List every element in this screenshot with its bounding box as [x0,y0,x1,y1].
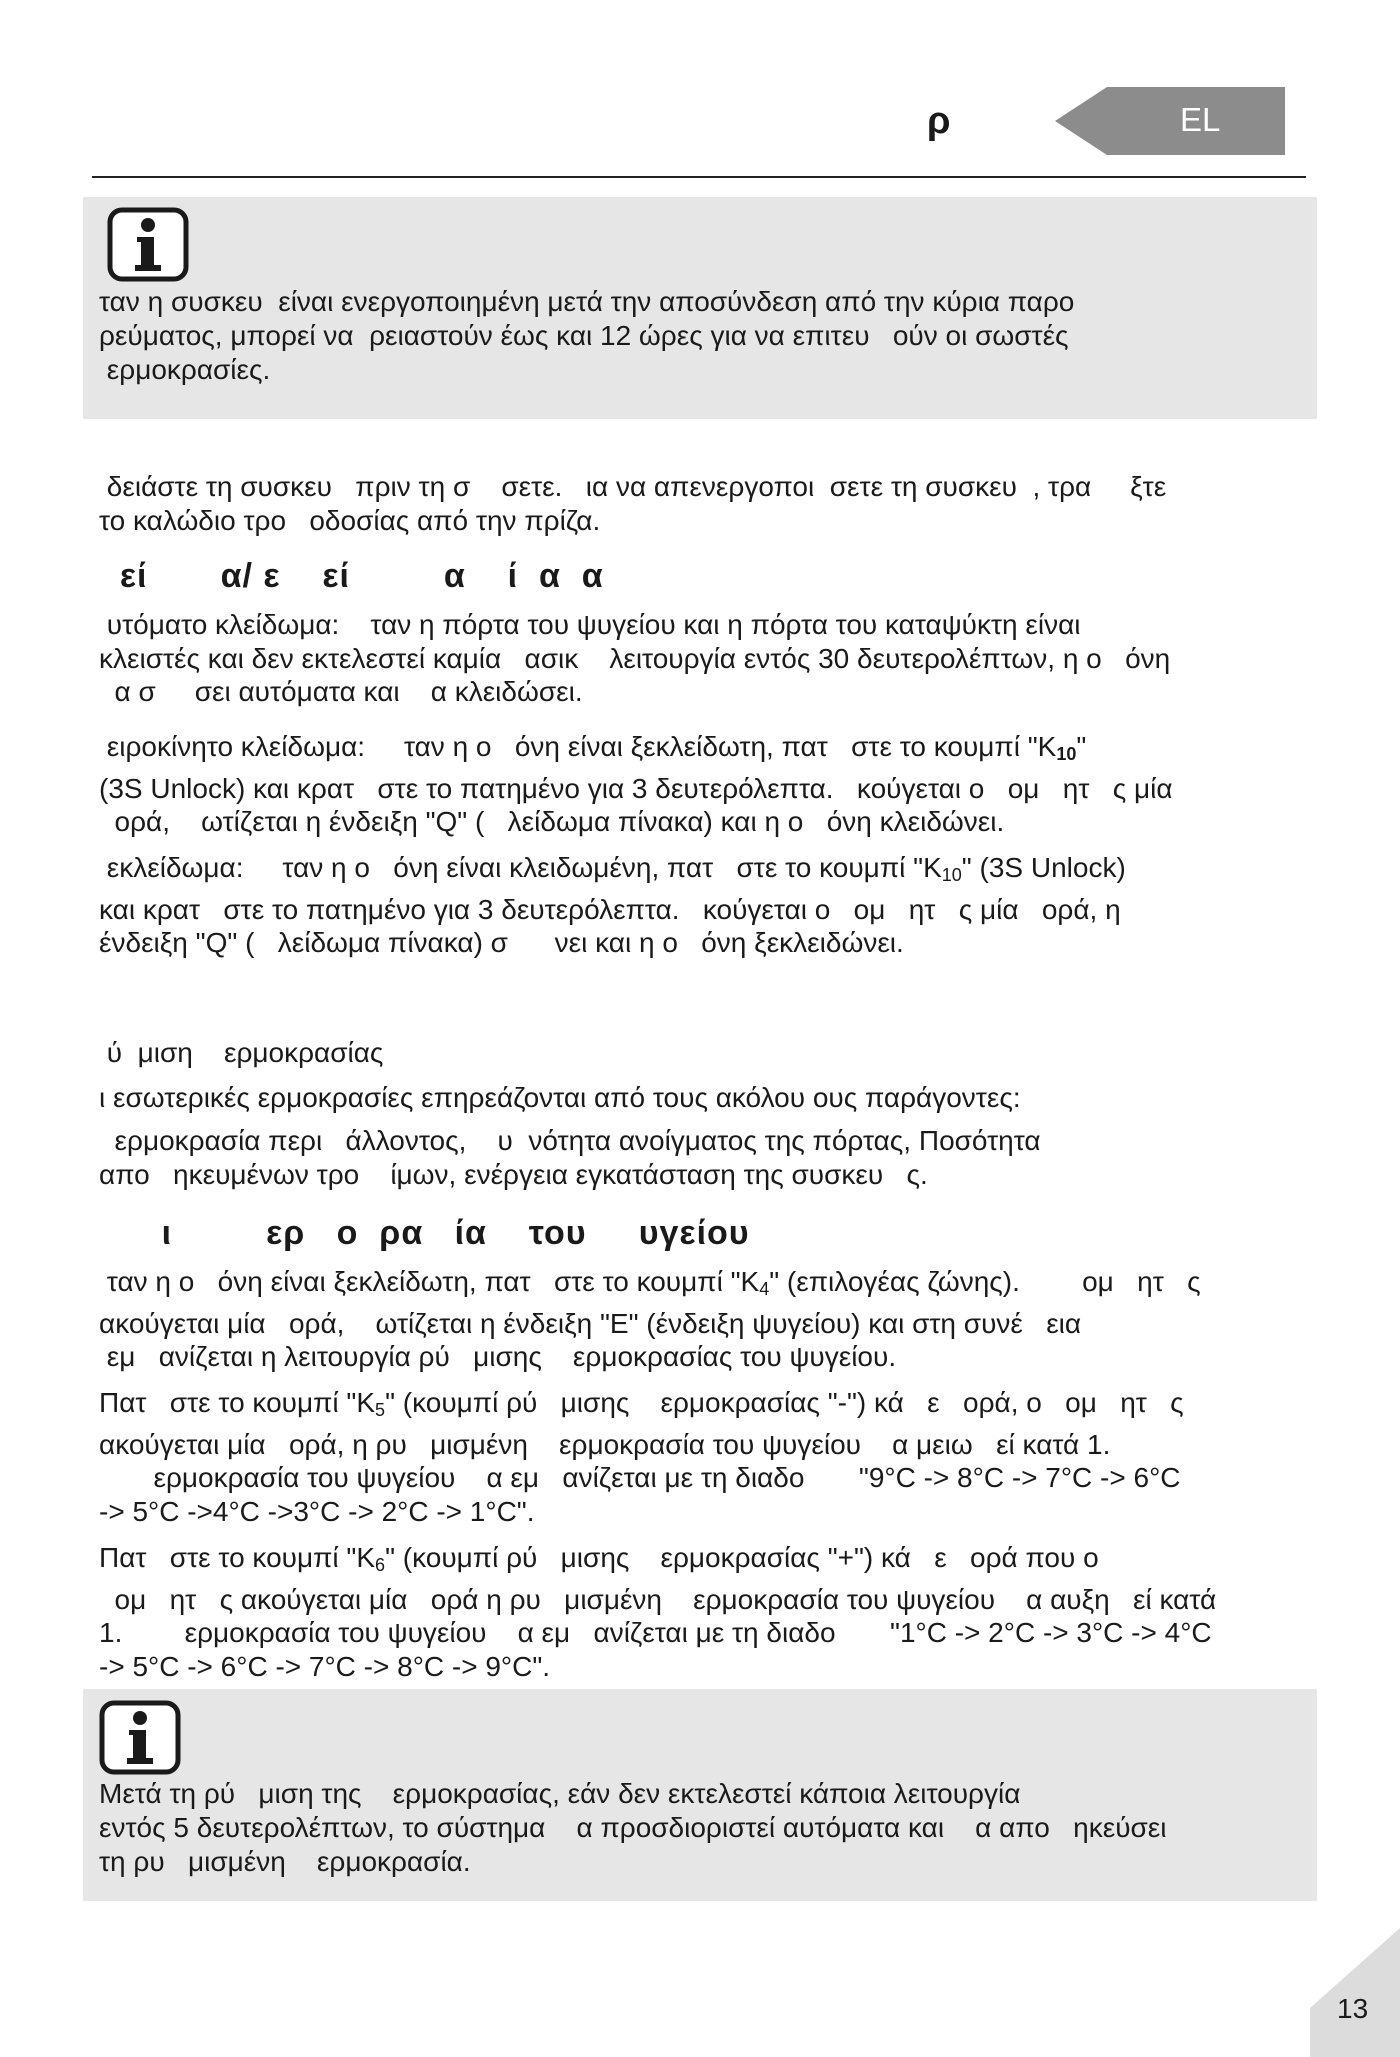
text-line: α σ σει αυτόματα και α κλειδώσει. [99,676,583,707]
text-line: κλειστές και δεν εκτελεστεί καμία ασικ λειτουργία εντός 30 δευτερολέπτων, η ο όνη [99,642,1171,674]
text-run: " (επιλογέας ζώνης). ομ ητ ς [769,1266,1201,1297]
text-run: " (κουμπί ρύ μισης ερμοκρασίας "-") κά ε ορά, ο ομ ητ ς [385,1387,1184,1418]
fridge-paragraph-3 [99,1541,1299,1683]
text-line [99,851,1299,893]
key-subscript: 10 [941,865,962,885]
factors-intro: ι εσωτερικές ερμοκρασίες επηρεάζονται από τους ακόλου ους παράγοντες: [99,1082,1021,1113]
key-subscript: 6 [375,1555,386,1575]
note-line: Μετά τη ρύ μιση της ερμοκρασίας, εάν δεν εκτελεστεί κάποια λειτουργία [99,1778,1021,1809]
text-line: ένδειξη "Q" ( λείδωμα πίνακα) σ νει και η ο όνη ξεκλειδώνει. [99,927,904,958]
fridge-paragraph-1 [99,1265,1299,1374]
manual-lock-paragraph [99,730,1299,839]
text-line: ακούγεται μία ορά, η ρυ μισμένη ερμοκρασία του ψυγείου α μειω εί κατά 1. [99,1428,1111,1460]
info-note-top-text [99,285,1299,387]
key-subscript: 5 [375,1400,386,1420]
text-line: ερμοκρασία του ψυγείου α εμ ανίζεται με τη διαδο "9°C -> 8°C -> 7°C -> 6°C [99,1462,1181,1493]
note-line: εντός 5 δευτερολέπτων, το σύστημα α προσδιοριστεί αυτόματα και α απο ηκεύσει [99,1812,1167,1843]
note-line: ερμοκρασίες. [99,354,271,385]
text-line: και κρατ στε το πατημένο για 3 δευτερόλεπτα. κούγεται ο ομ ητ ς μία ορά, η [99,893,1121,925]
language-tab-shape [1055,87,1285,155]
text-line: δειάστε τη συσκευ πριν τη σ σετε. ια να απενεργοποι σετε τη συσκευ , τρα ξτε [99,471,1167,502]
text-run: " (κουμπί ρύ μισης ερμοκρασίας "+") κά ε ορά που ο [385,1542,1099,1573]
auto-lock-paragraph [99,608,1299,709]
text-line: ορά, ωτίζεται η ένδειξη "Q" ( λείδωμα πίνακα) και η ο όνη κλειδώνει. [99,806,1005,837]
info-note-top [83,197,1317,419]
text-line: απο ηκευμένων τρο ίμων, ενέργεια εγκατάσταση της συσκευ ς. [99,1158,928,1190]
key-subscript: 10 [1056,744,1077,764]
text-line: -> 5°C ->4°C ->3°C -> 2°C -> 1°C". [99,1495,535,1527]
temperature-subheading: ύ μιση ερμοκρασίας [99,1037,384,1068]
key-subscript: 4 [759,1279,770,1299]
info-note-bottom [83,1689,1317,1901]
text-run: " [1076,731,1087,762]
note-line: ρεύματος, μπορεί να ρειαστούν έως και 12 ώρες για να επιτευ ούν οι σωστές [99,320,1069,351]
unlock-paragraph [99,851,1299,960]
text-line [99,1386,1299,1428]
text-line: εμ ανίζεται η λειτουργία ρύ μισης ερμοκρασίας του ψυγείου. [99,1341,897,1372]
text-line: ερμοκρασία περι άλλοντος, υ νότητα ανοίγματος της πόρτας, Ποσότητα [99,1125,1041,1156]
text-line [99,1541,1299,1583]
note-line: ταν η συσκευ είναι ενεργοποιημένη μετά την αποσύνδεση από την κύρια παρο [99,286,1075,317]
header-divider [92,176,1306,178]
text-line: ομ ητ ς ακούγεται μία ορά η ρυ μισμένη ερμοκρασία του ψυγείου α αυξη εί κατά [99,1583,1217,1615]
text-run: Πατ στε το κουμπί "K [99,1542,376,1573]
text-run: Πατ στε το κουμπί "K [99,1387,376,1418]
text-line: (3S Unlock) και κρατ στε το πατημένο για 3 δευτερόλεπτα. κούγεται ο ομ ητ ς μία [99,772,1173,804]
header-title-mark: ρ [927,100,951,142]
text-line: υτόματο κλείδωμα: ταν η πόρτα του ψυγείου και η πόρτα του καταψύκτη είναι [99,609,1081,640]
factors-paragraph [99,1124,1299,1191]
language-label: EL [1180,101,1221,138]
note-line: τη ρυ μισμένη ερμοκρασία. [99,1846,471,1877]
text-run: ταν η ο όνη είναι ξεκλείδωτη, πατ στε το κουμπί "K [99,1266,760,1297]
lock-section-heading: εί α/ ε εί α ί α α [99,557,604,595]
page-number: 13 [1337,1993,1369,2024]
text-line: -> 5°C -> 6°C -> 7°C -> 8°C -> 9°C". [99,1650,551,1682]
fridge-section-heading: ι ερ ο ρα ία του υγείου [99,1214,750,1252]
info-icon [107,207,189,282]
text-line: ακούγεται μία ορά, ωτίζεται η ένδειξη "E" (ένδειξη ψυγείου) και στη συνέ εια [99,1307,1082,1339]
text-line [99,1265,1299,1307]
info-note-bottom-text [99,1777,1299,1879]
text-run: εκλείδωμα: ταν η ο όνη είναι κλειδωμένη, πατ στε το κουμπί "K [99,852,942,883]
text-line: το καλώδιο τρο οδοσίας από την πρίζα. [99,504,601,536]
text-line: 1. ερμοκρασία του ψυγείου α εμ ανίζεται με τη διαδο "1°C -> 2°C -> 3°C -> 4°C [99,1617,1212,1648]
language-tab [1055,87,1285,155]
fridge-paragraph-2 [99,1386,1299,1528]
intro-paragraph [99,470,1299,537]
text-run: ειροκίνητο κλείδωμα: ταν η ο όνη είναι ξεκλείδωτη, πατ στε το κουμπί "K [99,731,1057,762]
text-run: " (3S Unlock) [961,852,1126,883]
info-icon [99,1700,181,1775]
text-line [99,730,1299,772]
